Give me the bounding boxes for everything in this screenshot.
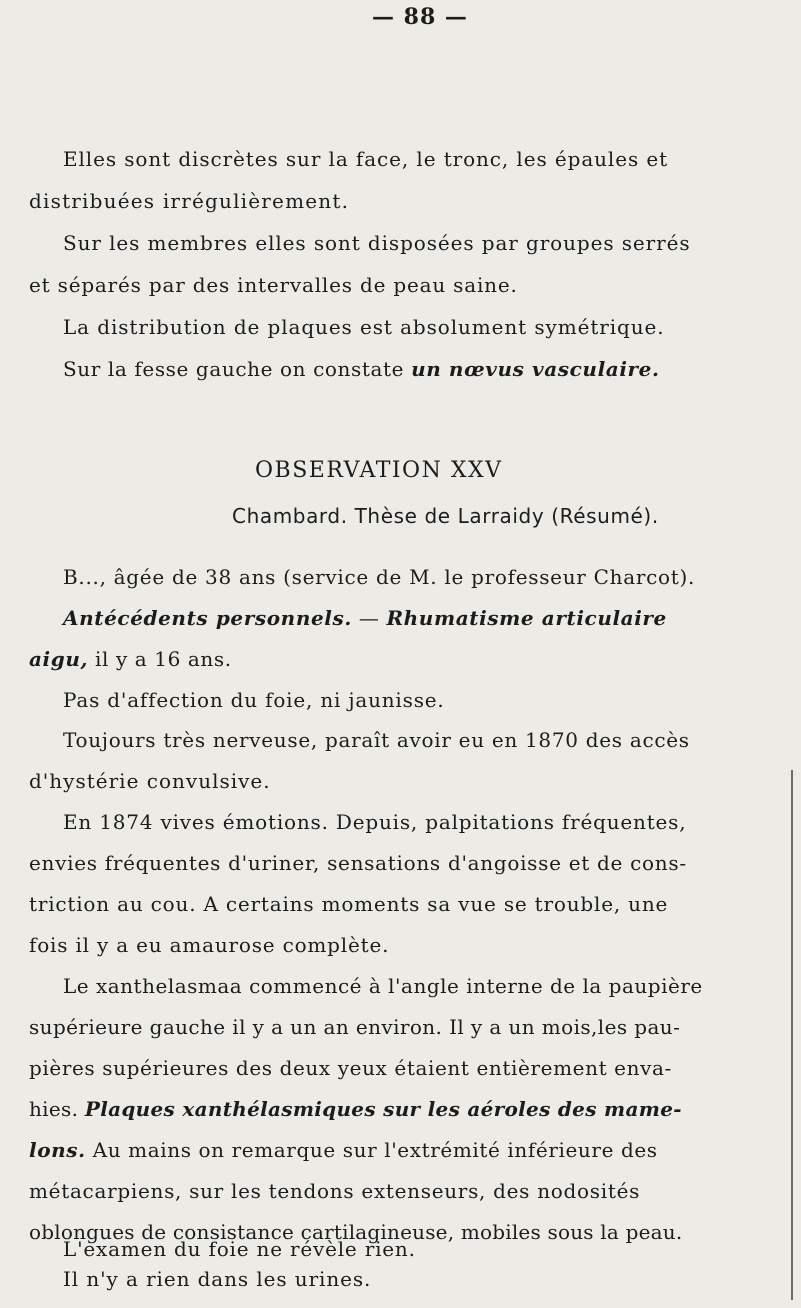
text-line (29, 646, 232, 672)
observation-source: Chambard. Thèse de Larraidy (Résumé). (232, 504, 659, 528)
text-segment: Au mains on remarque sur l'extrémité inférieure des (85, 1138, 658, 1162)
text-line: envies fréquentes d'uriner, sensations d'angoisse et de cons- (29, 851, 687, 875)
text-line: Sur les membres elles sont disposées par groupes serrés (63, 231, 691, 255)
text-segment: hies. (29, 1097, 85, 1121)
text-line: La distribution de plaques est absolument symétrique. (63, 315, 665, 339)
text-line: Toujours très nerveuse, paraît avoir eu en 1870 des accès (63, 728, 690, 752)
text-line: Elles sont discrètes sur la face, le tronc, les épaules et (63, 147, 669, 171)
text-line (63, 356, 660, 382)
text-line: et séparés par des intervalles de peau saine. (29, 273, 518, 297)
text-line: triction au cou. A certains moments sa vue se trouble, une (29, 892, 669, 916)
italic-segment: aigu, (29, 647, 89, 671)
italic-segment: lons. (29, 1138, 86, 1162)
italic-segment: un nœvus vasculaire. (411, 357, 660, 381)
text-line: En 1874 vives émotions. Depuis, palpitations fréquentes, (63, 810, 687, 834)
text-line: fois il y a eu amaurose complète. (29, 933, 390, 957)
page-edge-line (791, 770, 793, 1300)
text-line: métacarpiens, sur les tendons extenseurs, des nodosités (29, 1179, 641, 1203)
observation-title: OBSERVATION XXV (255, 458, 503, 483)
text-line: oblongues de consistance cartilagineuse, mobiles sous la peau. (29, 1220, 683, 1244)
text-segment: — (351, 606, 387, 630)
text-line (63, 605, 667, 631)
italic-segment: Plaques xanthélasmiques sur les aéroles des mame- (84, 1097, 682, 1121)
text-line: pières supérieures des deux yeux étaient entièrement enva- (29, 1056, 672, 1080)
text-line: distribuées irrégulièrement. (29, 189, 350, 213)
text-segment: Sur la fesse gauche on constate (63, 357, 412, 381)
italic-segment: Rhumatisme articulaire (386, 606, 667, 630)
text-line: L'examen du foie ne révèle rien. (63, 1237, 416, 1261)
text-line: Le xanthelasmaa commencé à l'angle interne de la paupière (63, 974, 703, 998)
italic-segment: Antécédents personnels. (63, 606, 352, 630)
text-line: Il n'y a rien dans les urines. (63, 1267, 372, 1291)
text-line: d'hystérie convulsive. (29, 769, 271, 793)
text-line: Pas d'affection du foie, ni jaunisse. (63, 688, 445, 712)
text-line: supérieure gauche il y a un an environ. Il y a un mois,les pau- (29, 1015, 681, 1039)
text-segment: il y a 16 ans. (88, 647, 232, 671)
text-line (29, 1096, 682, 1122)
text-line (29, 1137, 658, 1163)
page-number: — 88 — (372, 4, 468, 30)
text-line: B..., âgée de 38 ans (service de M. le professeur Charcot). (63, 565, 696, 589)
